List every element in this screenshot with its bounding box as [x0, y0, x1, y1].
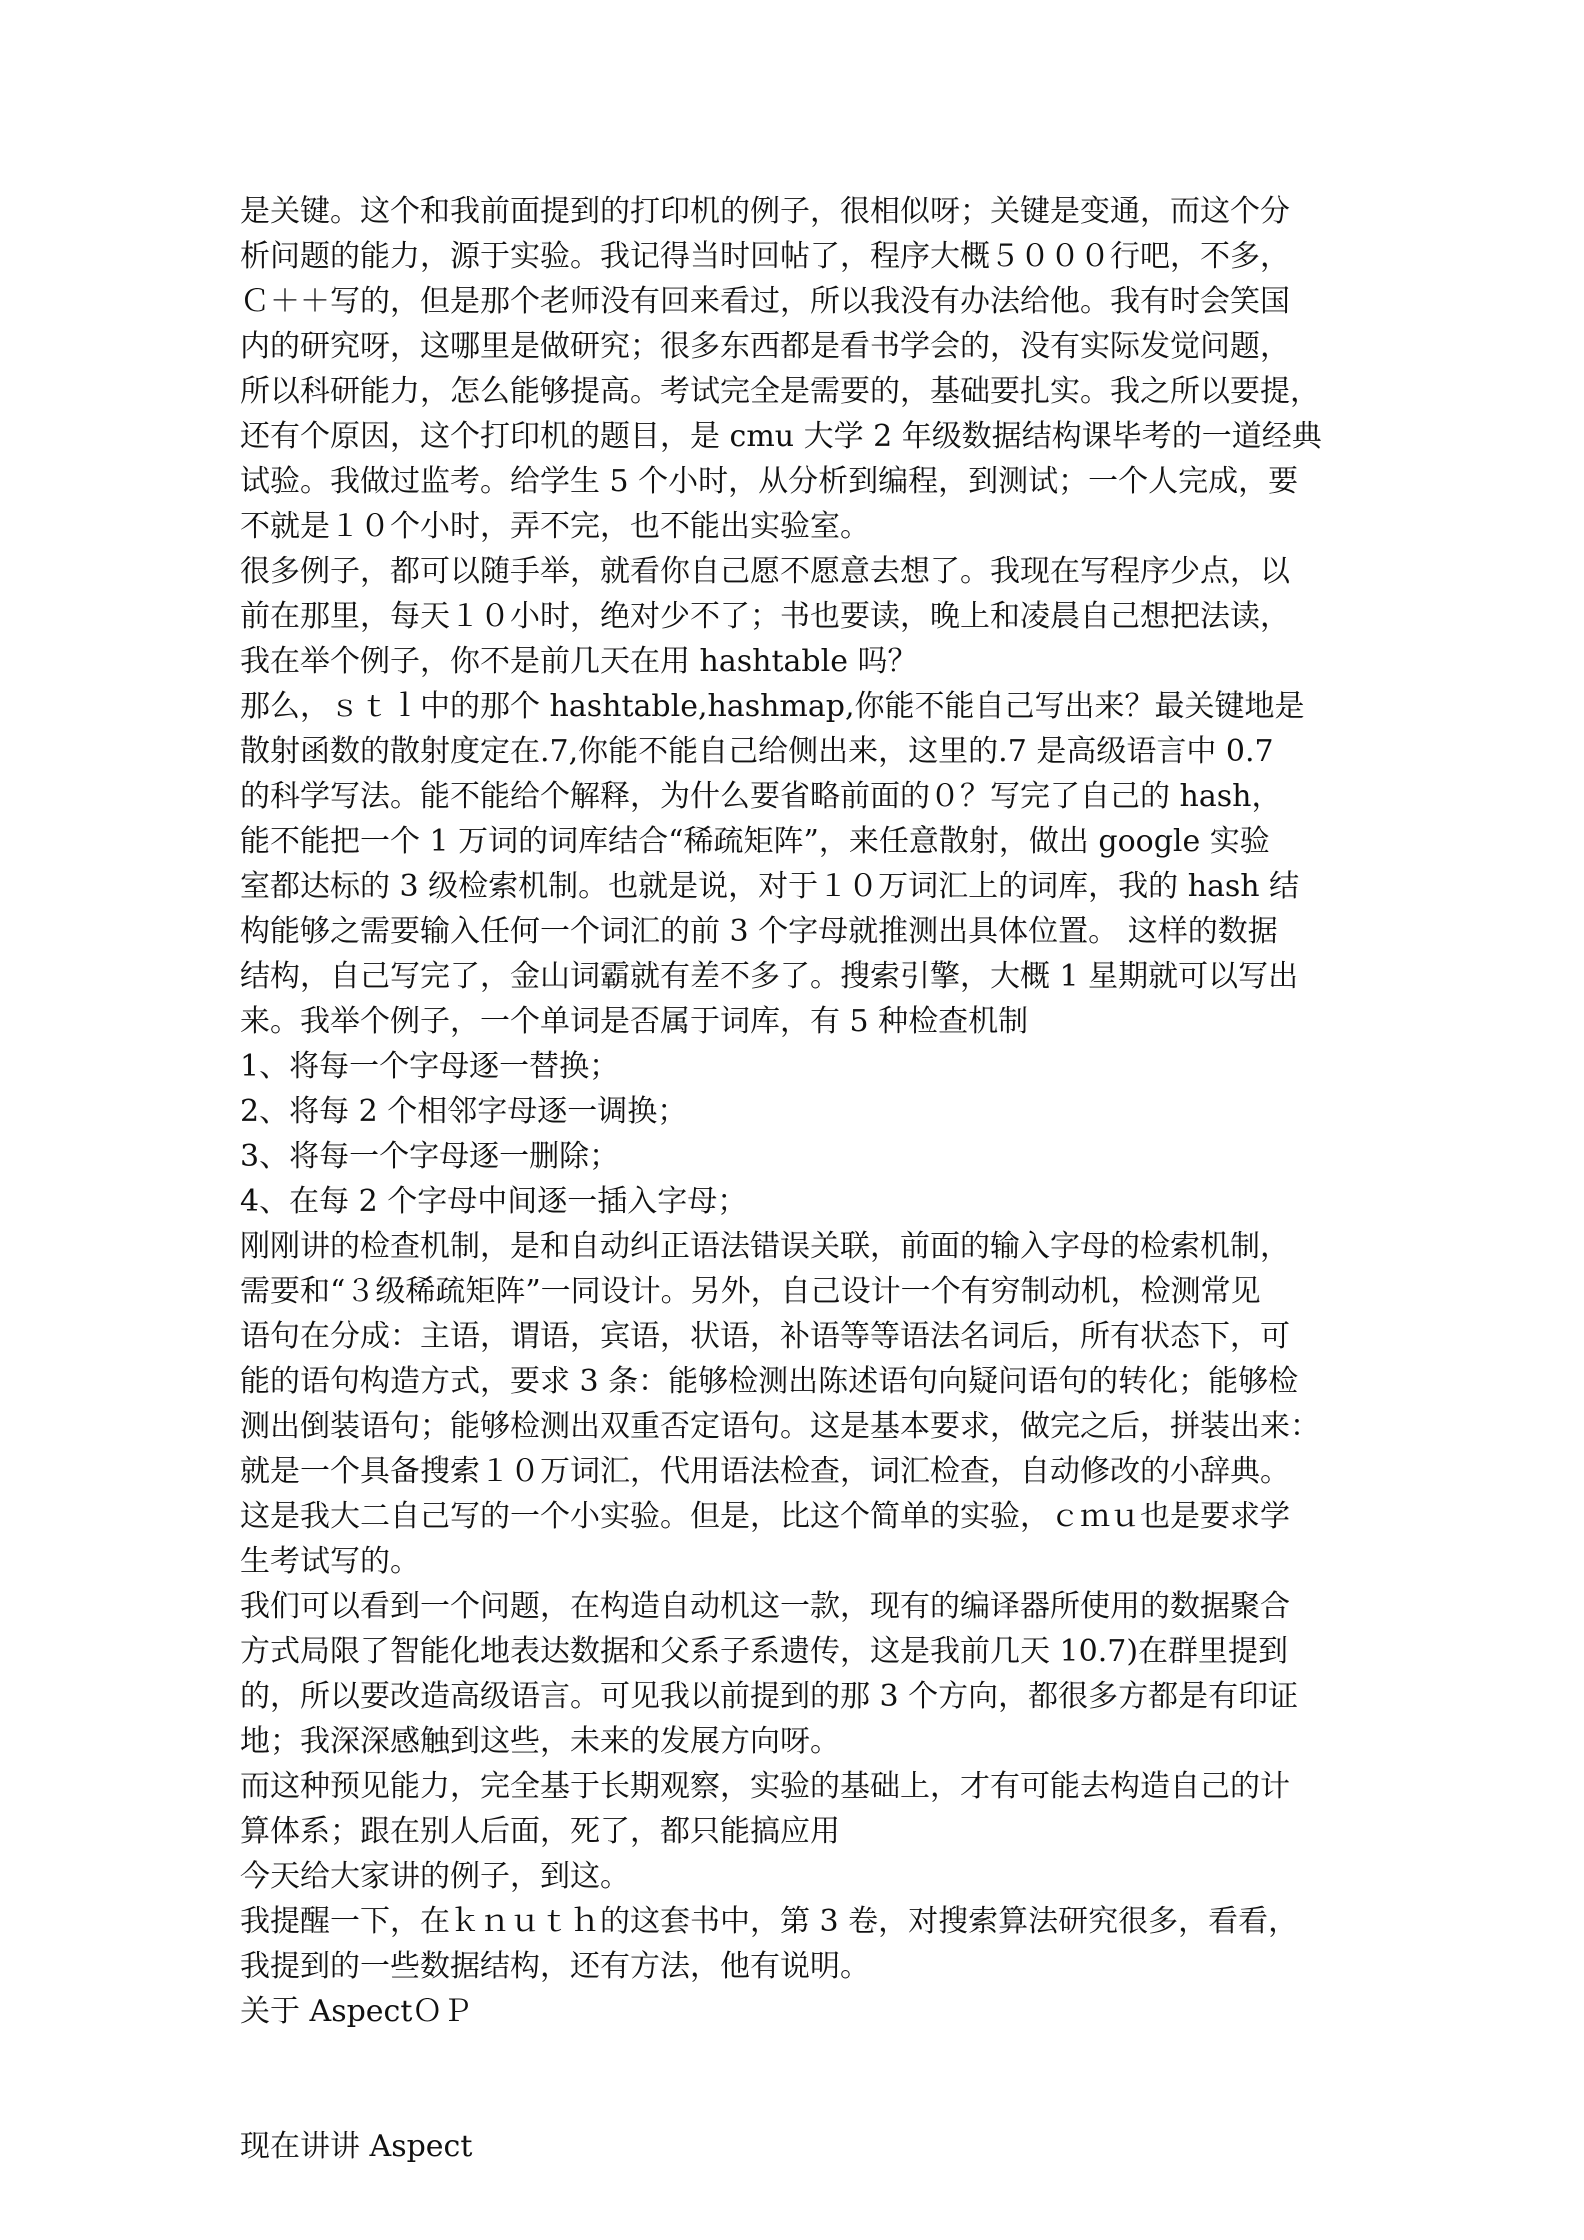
text-line: 是关键。这个和我前面提到的打印机的例子，很相似呀；关键是变通，而这个分 — [240, 194, 1290, 229]
body-text — [240, 189, 1360, 2169]
list-item: 1、将每一个字母逐一替换； — [240, 1049, 620, 1084]
list-item: 2、将每 2 个相邻字母逐一调换； — [240, 1094, 688, 1129]
text-line: 而这种预见能力，完全基于长期观察，实验的基础上，才有可能去构造自己的计 — [240, 1769, 1290, 1804]
text-line: 试验。我做过监考。给学生 5 个小时，从分析到编程，到测试；一个人完成，要 — [240, 464, 1299, 499]
text-line: 很多例子，都可以随手举，就看你自己愿不愿意去想了。我现在写程序少点，以 — [240, 554, 1290, 589]
text-line: 今天给大家讲的例子，到这。 — [240, 1859, 630, 1894]
text-line: 能的语句构造方式，要求 3 条：能够检测出陈述语句向疑问语句的转化；能够检 — [240, 1364, 1299, 1399]
text-line: 我提醒一下，在ｋｎｕｔｈ的这套书中，第 3 卷，对搜索算法研究很多，看看， — [240, 1904, 1299, 1939]
text-line: 就是一个具备搜索１０万词汇，代用语法检查，词汇检查，自动修改的小辞典。 — [240, 1454, 1290, 1489]
text-line: 结构，自己写完了，金山词霸就有差不多了。搜索引擎，大概 1 星期就可以写出 — [240, 959, 1299, 994]
text-line: 的，所以要改造高级语言。可见我以前提到的那 3 个方向，都很多方都是有印证 — [240, 1679, 1299, 1714]
text-line: 地；我深深感触到这些，未来的发展方向呀。 — [240, 1724, 840, 1759]
text-line: 生考试写的。 — [240, 1544, 420, 1579]
text-line: 内的研究呀，这哪里是做研究；很多东西都是看书学会的，没有实际发觉问题， — [240, 329, 1290, 364]
text-line: 我们可以看到一个问题，在构造自动机这一款，现有的编译器所使用的数据聚合 — [240, 1589, 1290, 1624]
text-line: 构能够之需要输入任何一个词汇的前 3 个字母就推测出具体位置。 这样的数据 — [240, 914, 1278, 949]
text-line: 我提到的一些数据结构，还有方法，他有说明。 — [240, 1949, 870, 1984]
text-line: 能不能把一个 1 万词的词库结合“稀疏矩阵”，来任意散射，做出 google 实验 — [240, 824, 1270, 859]
text-line: 我在举个例子，你不是前几天在用 hashtable 吗？ — [240, 644, 918, 679]
text-line: 方式局限了智能化地表达数据和父系子系遗传，这是我前几天 10.7)在群里提到 — [240, 1634, 1289, 1669]
text-line: 测出倒装语句；能够检测出双重否定语句。这是基本要求，做完之后，拼装出来： — [240, 1409, 1320, 1444]
text-line: 不就是１０个小时，弄不完，也不能出实验室。 — [240, 509, 870, 544]
list-item: 4、在每 2 个字母中间逐一插入字母； — [240, 1184, 748, 1219]
text-line: Ｃ＋＋写的，但是那个老师没有回来看过，所以我没有办法给他。我有时会笑国 — [240, 284, 1290, 319]
text-line: 算体系；跟在别人后面，死了，都只能搞应用 — [240, 1814, 840, 1849]
blank-space — [240, 2034, 1360, 2124]
text-line: 前在那里，每天１０小时，绝对少不了；书也要读，晚上和凌晨自己想把法读， — [240, 599, 1290, 634]
text-line: 散射函数的散射度定在.7,你能不能自己给侧出来，这里的.7 是高级语言中 0.7 — [240, 734, 1274, 769]
text-line: 那么，ｓｔｌ中的那个 hashtable,hashmap,你能不能自己写出来？最关键地是 — [240, 689, 1305, 724]
section-heading: 现在讲讲 Aspect — [240, 2129, 473, 2164]
text-line: 还有个原因，这个打印机的题目，是 cmu 大学 2 年级数据结构课毕考的一道经典 — [240, 419, 1322, 454]
text-line: 需要和“３级稀疏矩阵”一同设计。另外，自己设计一个有穷制动机，检测常见 — [240, 1274, 1261, 1309]
list-item: 3、将每一个字母逐一删除； — [240, 1139, 620, 1174]
text-line: 语句在分成：主语，谓语，宾语，状语，补语等等语法名词后，所有状态下，可 — [240, 1319, 1290, 1354]
text-line: 室都达标的 3 级检索机制。也就是说，对于１０万词汇上的词库，我的 hash 结 — [240, 869, 1300, 904]
section-heading: 关于 AspectＯＰ — [240, 1994, 473, 2029]
text-line: 析问题的能力，源于实验。我记得当时回帖了，程序大概５０００行吧，不多， — [240, 239, 1290, 274]
text-line: 刚刚讲的检查机制，是和自动纠正语法错误关联，前面的输入字母的检索机制， — [240, 1229, 1290, 1264]
text-line: 的科学写法。能不能给个解释，为什么要省略前面的０？写完了自己的 hash， — [240, 779, 1282, 814]
text-line: 来。我举个例子，一个单词是否属于词库，有 5 种检查机制 — [240, 1004, 1029, 1039]
text-line: 所以科研能力，怎么能够提高。考试完全是需要的，基础要扎实。我之所以要提， — [240, 374, 1320, 409]
text-line: 这是我大二自己写的一个小实验。但是，比这个简单的实验，ｃｍｕ也是要求学 — [240, 1499, 1290, 1534]
